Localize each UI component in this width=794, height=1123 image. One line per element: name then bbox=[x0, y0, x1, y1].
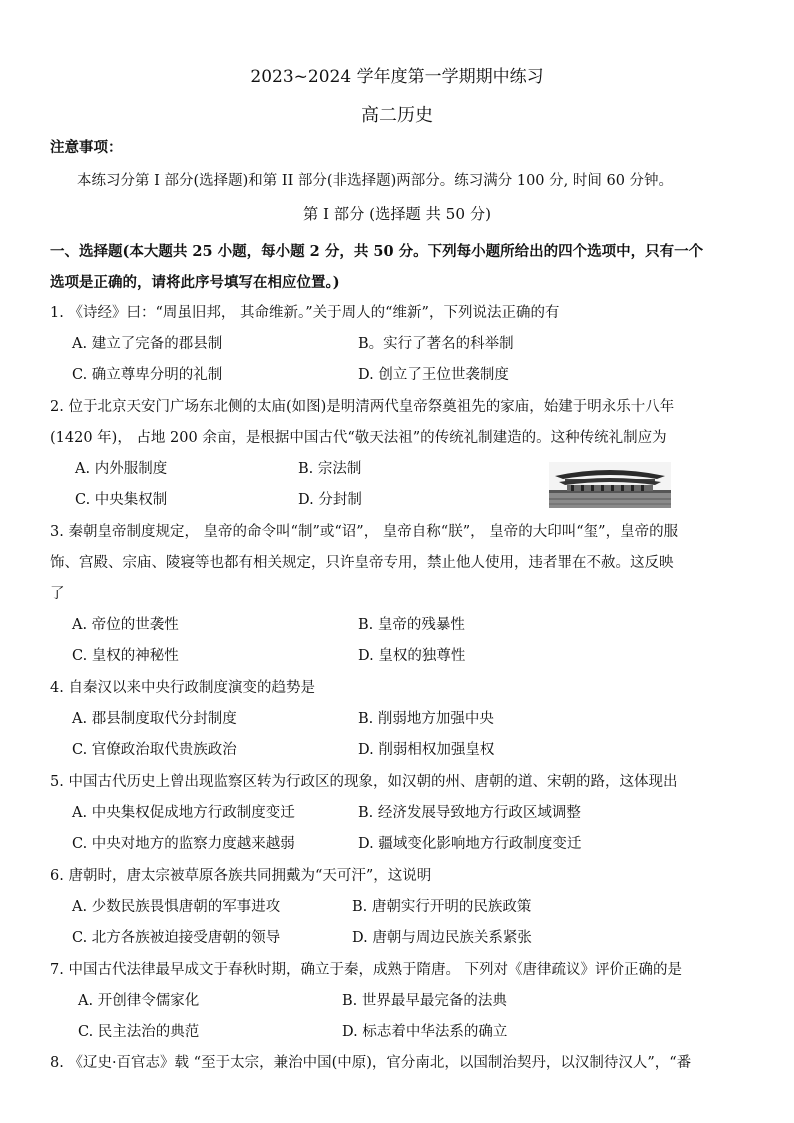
question-1-option-c: C. 确立尊卑分明的礼制 bbox=[72, 367, 223, 383]
question-5-option-a: A. 中央集权促成地方行政制度变迁 bbox=[72, 805, 295, 821]
question-1-option-a: A. 建立了完备的郡县制 bbox=[72, 336, 223, 352]
question-2-option-d: D. 分封制 bbox=[298, 492, 362, 508]
question-5-stem: 5. 中国古代历史上曾出现监察区转为行政区的现象，如汉朝的州、唐朝的道、宋朝的路，这体现出 bbox=[50, 774, 678, 790]
question-2-option-b: B. 宗法制 bbox=[298, 461, 362, 477]
exam-subject: 高二历史 bbox=[361, 105, 433, 126]
question-7-stem: 7. 中国古代法律最早成文于春秋时期，确立于秦，成熟于隋唐。 下列对《唐律疏议》评价正确的是 bbox=[50, 962, 683, 978]
question-1-stem: 1. 《诗经》曰：“周虽旧邦， 其命维新。”关于周人的“维新”，下列说法正确的有 bbox=[50, 305, 560, 321]
question-3-stem-line1: 3. 秦朝皇帝制度规定， 皇帝的命令叫“制”或“诏”， 皇帝自称“朕”， 皇帝的大印叫“玺”，皇帝的服 bbox=[50, 524, 679, 540]
question-5-option-d: D. 疆域变化影响地方行政制度变迁 bbox=[358, 836, 582, 852]
question-1-option-b: B。实行了著名的科举制 bbox=[358, 336, 514, 352]
question-6-option-a: A. 少数民族畏惧唐朝的军事进攻 bbox=[72, 899, 281, 915]
temple-photo bbox=[549, 462, 671, 508]
question-3-option-b: B. 皇帝的残暴性 bbox=[358, 617, 465, 633]
section-instruction-line2: 选项是正确的，请将此序号填写在相应位置。) bbox=[50, 274, 340, 291]
question-2-option-c: C. 中央集权制 bbox=[75, 492, 168, 508]
question-4-option-a: A. 郡县制度取代分封制度 bbox=[72, 711, 237, 727]
question-1-option-d: D. 创立了王位世袭制度 bbox=[358, 367, 509, 383]
question-6-option-b: B. 唐朝实行开明的民族政策 bbox=[352, 899, 532, 915]
exam-title: 2023~2024 学年度第一学期期中练习 bbox=[250, 67, 544, 87]
question-8-stem: 8. 《辽史·百官志》载 “至于太宗，兼治中国(中原)，官分南北，以国制治契丹，以汉制待汉人”，“番 bbox=[50, 1055, 692, 1071]
question-6-option-c: C. 北方各族被迫接受唐朝的领导 bbox=[72, 930, 281, 946]
question-3-option-a: A. 帝位的世袭性 bbox=[72, 617, 179, 633]
question-4-option-b: B. 削弱地方加强中央 bbox=[358, 711, 494, 727]
question-4-option-d: D. 削弱相权加强皇权 bbox=[358, 742, 495, 758]
question-5-option-c: C. 中央对地方的监察力度越来越弱 bbox=[72, 836, 295, 852]
question-3-stem-line2: 饰、宫殿、宗庙、陵寝等也都有相关规定，只许皇帝专用，禁止他人使用，违者罪在不赦。这反映 bbox=[50, 555, 674, 571]
question-2-option-a: A. 内外服制度 bbox=[75, 461, 168, 477]
question-5-option-b: B. 经济发展导致地方行政区域调整 bbox=[358, 805, 581, 821]
question-7-option-d: D. 标志着中华法系的确立 bbox=[342, 1024, 508, 1040]
question-3-option-c: C. 皇权的神秘性 bbox=[72, 648, 179, 664]
part1-heading: 第 I 部分 (选择题 共 50 分) bbox=[302, 205, 492, 223]
question-3-option-d: D. 皇权的独尊性 bbox=[358, 648, 466, 664]
section-instruction-line1: 一、选择题(本大题共 25 小题，每小题 2 分，共 50 分。下列每小题所给出的四个选项中，只有一个 bbox=[50, 243, 704, 260]
question-7-option-c: C. 民主法治的典范 bbox=[78, 1024, 200, 1040]
question-2-stem-line1: 2. 位于北京天安门广场东北侧的太庙(如图)是明清两代皇帝祭奠祖先的家庙，始建于明永乐十八年 bbox=[50, 399, 675, 415]
question-2-stem-line2: (1420 年)， 占地 200 余亩，是根据中国古代“敬天法祖”的传统礼制建造的。这种传统礼制应为 bbox=[50, 430, 667, 446]
question-6-option-d: D. 唐朝与周边民族关系紧张 bbox=[352, 930, 532, 946]
question-7-option-a: A. 开创律令儒家化 bbox=[78, 993, 200, 1009]
question-4-option-c: C. 官僚政治取代贵族政治 bbox=[72, 742, 237, 758]
question-7-option-b: B. 世界最早最完备的法典 bbox=[342, 993, 507, 1009]
notice-text: 本练习分第 I 部分(选择题)和第 II 部分(非选择题)两部分。练习满分 100 分, 时间 60 分钟。 bbox=[77, 173, 674, 189]
temple-illustration bbox=[549, 462, 671, 508]
notice-heading: 注意事项： bbox=[50, 139, 123, 156]
question-4-stem: 4. 自秦汉以来中央行政制度演变的趋势是 bbox=[50, 680, 315, 696]
question-6-stem: 6. 唐朝时，唐太宗被草原各族共同拥戴为“天可汗”，这说明 bbox=[50, 868, 432, 884]
question-3-stem-line3: 了 bbox=[50, 586, 65, 602]
